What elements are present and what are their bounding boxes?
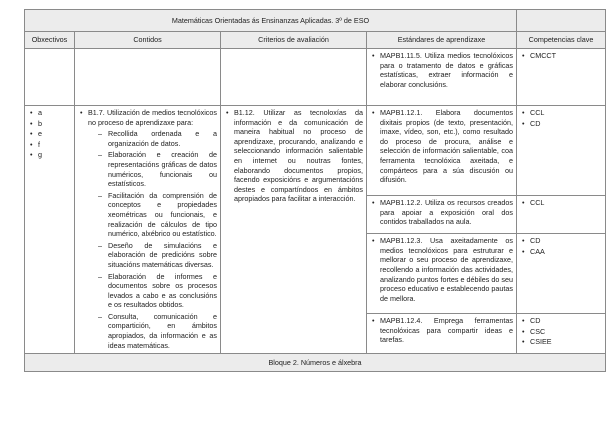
standard-text: • MAPB1.12.3. Usa axeitadamente os medios tecnolóxicos para estruturar e mellorar o seu proceso de aprendizaxe, recollendo a información das actividades, analizando puntos fortes e débiles do seu proceso educativo e establecendo pautas de mellora. [370, 236, 513, 303]
standard-cell [367, 106, 517, 196]
objective-item: • b [28, 119, 71, 129]
content-item: – Facilitación da comprensión de conceptos e propiedades xeométricas ou funcionais, e realización de cálculos de tipo numérico, alxébrico ou estatístico. [98, 191, 217, 239]
objective-item: • e [28, 129, 71, 139]
table-row [25, 49, 606, 106]
curriculum-table [24, 9, 606, 372]
standard-cell [367, 196, 517, 234]
title-blank-cell [517, 10, 606, 32]
competence-item: • CSIEE [520, 337, 602, 347]
header-criteria: Criterios de avaliación [221, 32, 367, 49]
objectives-cell [25, 106, 75, 354]
standard-cell [367, 234, 517, 314]
competence-item: • CCL [520, 108, 602, 118]
content-item: – Elaboración e creación de representacións gráficas de datos numéricos, funcionais ou estatísticos. [98, 150, 217, 188]
competence-item: • CAA [520, 247, 602, 257]
header-objectives: Obxectivos [25, 32, 75, 49]
competence-item: • CMCCT [520, 51, 602, 61]
header-competences: Competencias clave [517, 32, 606, 49]
content-item: – Recollida ordenada e a organización de datos. [98, 129, 217, 148]
header-contents: Contidos [75, 32, 221, 49]
competence-item: • CD [520, 316, 602, 326]
content-heading-text: B1.7. Utilización de medios tecnolóxicos no proceso de aprendizaxe para: [88, 108, 217, 127]
header-row [25, 32, 606, 49]
competence-item: • CSC [520, 327, 602, 337]
footer-row [25, 354, 606, 372]
objective-item: • g [28, 150, 71, 160]
criterion-text: • B1.12. Utilizar as tecnoloxías da información e da comunicación de maneira habitual no proceso de aprendizaxe, procurando, analizando e seleccionando información salientable en internet ou noutras fontes, elaborando documentos propios, facendo exposicións e argumentacións destes e compartíndoos en ámbitos apropiados para facilitar a interacción. [224, 108, 363, 204]
competences-cell [517, 196, 606, 234]
standard-text: • MAPB1.12.1. Elabora documentos dixitais propios (de texto, presentación, imaxe, vídeo, son, etc.), como resultado do proceso de procura, análise e selección de información salientable, coa ferramenta tecnolóxica axeitada, e compárteos para a súa discusión ou difusión. [370, 108, 513, 185]
competences-cell [517, 314, 606, 354]
competences-cell [517, 49, 606, 106]
contents-cell [75, 106, 221, 354]
empty-cell [25, 49, 75, 106]
objective-item: • a [28, 108, 71, 118]
competence-item: • CCL [520, 198, 602, 208]
table-row [25, 106, 606, 196]
header-standards: Estándares de aprendizaxe [367, 32, 517, 49]
competence-item: • CD [520, 236, 602, 246]
table-title: Matemáticas Orientadas ás Ensinanzas Aplicadas. 3º de ESO [25, 10, 517, 32]
competence-item: • CD [520, 119, 602, 129]
content-item: – Elaboración de informes e documentos sobre os procesos levados a cabo e as conclusións e os resultados obtidos. [98, 272, 217, 310]
objective-item: • f [28, 140, 71, 150]
standard-text: • MAPB1.11.5. Utiliza medios tecnolóxicos para o tratamento de datos e gráficas estatísticas, extraer información e elaborar conclusións. [370, 51, 513, 89]
standard-text: • MAPB1.12.4. Emprega ferramentas tecnolóxicas para compartir ideas e tarefas. [370, 316, 513, 345]
content-item: – Consulta, comunicación e compartición, en ámbitos apropiados, da información e as ideas matemáticas. [98, 312, 217, 350]
standard-text: • MAPB1.12.2. Utiliza os recursos creados para apoiar a exposición oral dos contidos traballados na aula. [370, 198, 513, 227]
competences-cell [517, 234, 606, 314]
empty-cell [221, 49, 367, 106]
criteria-cell [221, 106, 367, 354]
content-heading [78, 108, 217, 350]
title-row [25, 10, 606, 32]
standard-cell [367, 49, 517, 106]
block-footer: Bloque 2. Números e álxebra [25, 354, 606, 372]
empty-cell [75, 49, 221, 106]
standard-cell [367, 314, 517, 354]
competences-cell [517, 106, 606, 196]
content-item: – Deseño de simulacións e elaboración de predicións sobre situacións matemáticas diversas. [98, 241, 217, 270]
